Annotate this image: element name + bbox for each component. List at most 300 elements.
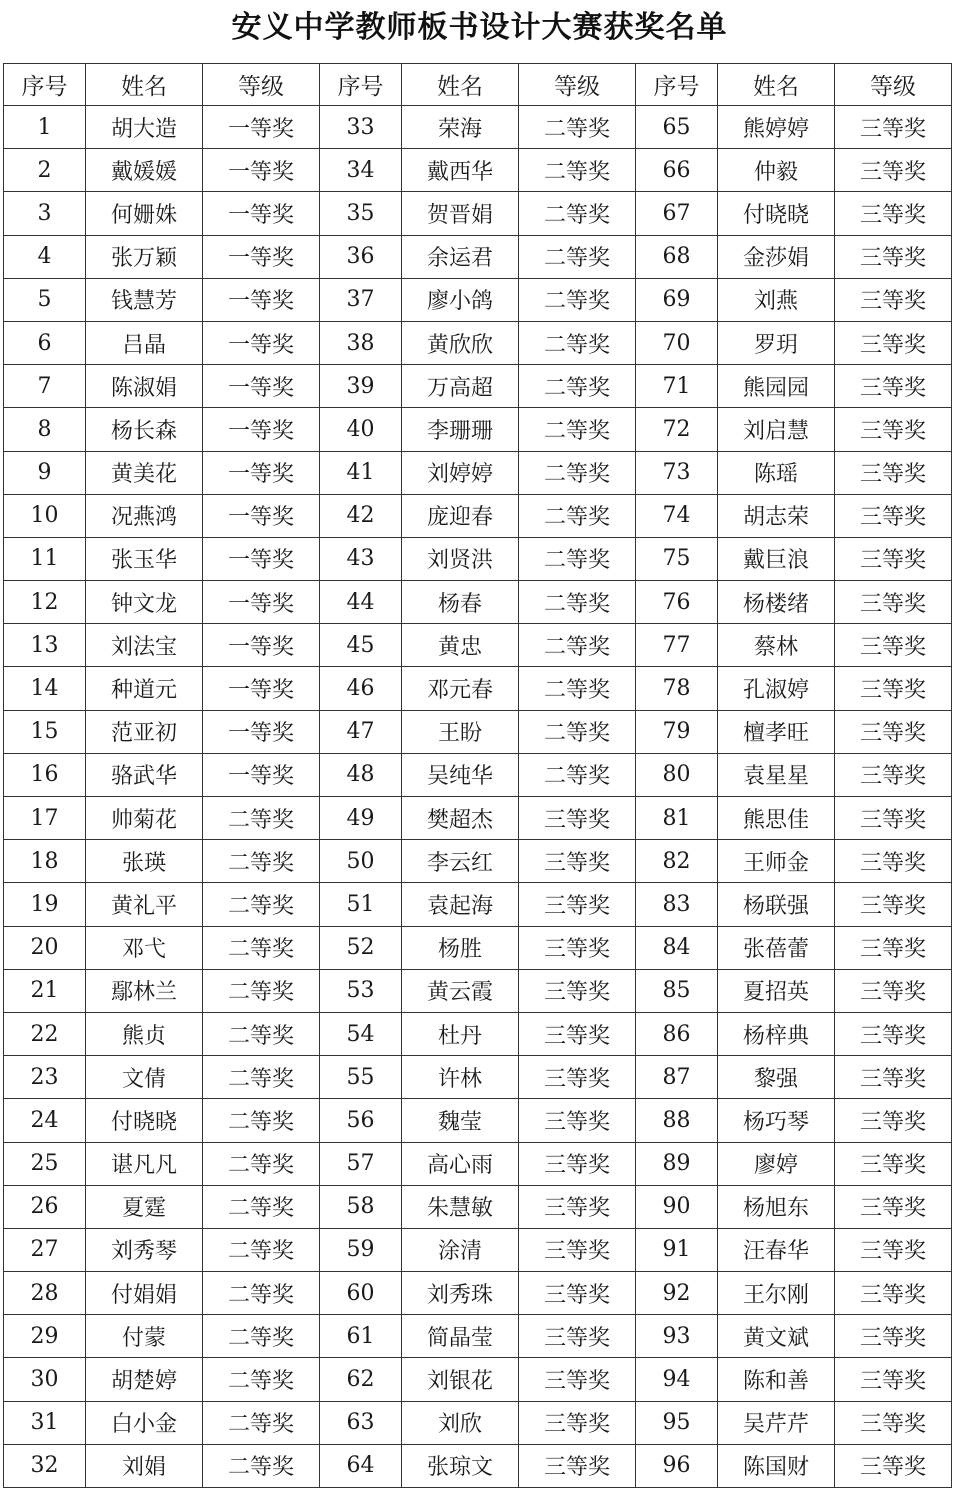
- teacher-name-cell: 钟文龙: [86, 581, 203, 624]
- table-row: [4, 494, 952, 537]
- award-grade-cell: 一等奖: [203, 451, 320, 494]
- table-row: [4, 581, 952, 624]
- table-row: [4, 321, 952, 364]
- teacher-name-cell: 杨胜: [402, 926, 519, 969]
- teacher-name-cell: 金莎娟: [718, 235, 835, 278]
- serial-number-cell: 43: [320, 537, 402, 580]
- award-grade-cell: 三等奖: [519, 1444, 636, 1487]
- table-row: [4, 1401, 952, 1444]
- teacher-name-cell: 刘娟: [86, 1444, 203, 1487]
- serial-number-cell: 21: [4, 969, 86, 1012]
- header-serial: 序号: [4, 64, 86, 106]
- teacher-name-cell: 杨巧琴: [718, 1099, 835, 1142]
- teacher-name-cell: 邓弋: [86, 926, 203, 969]
- serial-number-cell: 14: [4, 667, 86, 710]
- award-grade-cell: 三等奖: [835, 1401, 952, 1444]
- teacher-name-cell: 高心雨: [402, 1142, 519, 1185]
- header-grade: 等级: [835, 64, 952, 106]
- serial-number-cell: 90: [636, 1185, 718, 1228]
- serial-number-cell: 86: [636, 1012, 718, 1055]
- header-grade: 等级: [203, 64, 320, 106]
- teacher-name-cell: 杨长森: [86, 408, 203, 451]
- award-grade-cell: 二等奖: [203, 1099, 320, 1142]
- serial-number-cell: 2: [4, 149, 86, 192]
- teacher-name-cell: 胡志荣: [718, 494, 835, 537]
- serial-number-cell: 87: [636, 1056, 718, 1099]
- serial-number-cell: 42: [320, 494, 402, 537]
- serial-number-cell: 67: [636, 192, 718, 235]
- serial-number-cell: 10: [4, 494, 86, 537]
- teacher-name-cell: 戴西华: [402, 149, 519, 192]
- award-grade-cell: 一等奖: [203, 710, 320, 753]
- table-row: [4, 1228, 952, 1271]
- award-grade-cell: 一等奖: [203, 581, 320, 624]
- award-grade-cell: 三等奖: [519, 840, 636, 883]
- award-grade-cell: 三等奖: [519, 1401, 636, 1444]
- award-grade-cell: 三等奖: [835, 235, 952, 278]
- award-grade-cell: 二等奖: [519, 278, 636, 321]
- serial-number-cell: 39: [320, 365, 402, 408]
- serial-number-cell: 16: [4, 753, 86, 796]
- award-grade-cell: 三等奖: [835, 797, 952, 840]
- award-grade-cell: 三等奖: [519, 1185, 636, 1228]
- award-grade-cell: 二等奖: [203, 1142, 320, 1185]
- teacher-name-cell: 胡大造: [86, 106, 203, 149]
- teacher-name-cell: 刘婷婷: [402, 451, 519, 494]
- teacher-name-cell: 熊婷婷: [718, 106, 835, 149]
- teacher-name-cell: 许林: [402, 1056, 519, 1099]
- award-grade-cell: 二等奖: [519, 753, 636, 796]
- serial-number-cell: 20: [4, 926, 86, 969]
- serial-number-cell: 5: [4, 278, 86, 321]
- teacher-name-cell: 戴媛媛: [86, 149, 203, 192]
- table-row: [4, 667, 952, 710]
- teacher-name-cell: 余运君: [402, 235, 519, 278]
- serial-number-cell: 3: [4, 192, 86, 235]
- teacher-name-cell: 杨联强: [718, 883, 835, 926]
- award-grade-cell: 二等奖: [203, 1056, 320, 1099]
- teacher-name-cell: 付蒙: [86, 1315, 203, 1358]
- serial-number-cell: 95: [636, 1401, 718, 1444]
- award-grade-cell: 三等奖: [835, 365, 952, 408]
- award-grade-cell: 三等奖: [835, 883, 952, 926]
- teacher-name-cell: 罗玥: [718, 321, 835, 364]
- teacher-name-cell: 孔淑婷: [718, 667, 835, 710]
- award-grade-cell: 二等奖: [519, 106, 636, 149]
- table-body: [4, 106, 952, 1488]
- teacher-name-cell: 简晶莹: [402, 1315, 519, 1358]
- teacher-name-cell: 熊贞: [86, 1012, 203, 1055]
- teacher-name-cell: 陈国财: [718, 1444, 835, 1487]
- award-grade-cell: 二等奖: [519, 624, 636, 667]
- serial-number-cell: 82: [636, 840, 718, 883]
- award-grade-cell: 二等奖: [203, 926, 320, 969]
- award-grade-cell: 二等奖: [519, 365, 636, 408]
- header-grade: 等级: [519, 64, 636, 106]
- award-grade-cell: 三等奖: [835, 1444, 952, 1487]
- award-grade-cell: 二等奖: [519, 321, 636, 364]
- serial-number-cell: 18: [4, 840, 86, 883]
- teacher-name-cell: 李云红: [402, 840, 519, 883]
- serial-number-cell: 68: [636, 235, 718, 278]
- teacher-name-cell: 杨楼绪: [718, 581, 835, 624]
- serial-number-cell: 45: [320, 624, 402, 667]
- serial-number-cell: 58: [320, 1185, 402, 1228]
- teacher-name-cell: 黄礼平: [86, 883, 203, 926]
- serial-number-cell: 94: [636, 1358, 718, 1401]
- teacher-name-cell: 涂清: [402, 1228, 519, 1271]
- award-grade-cell: 二等奖: [203, 1272, 320, 1315]
- award-grade-cell: 二等奖: [203, 1401, 320, 1444]
- award-grade-cell: 三等奖: [835, 537, 952, 580]
- award-grade-cell: 二等奖: [519, 667, 636, 710]
- award-grade-cell: 二等奖: [203, 1185, 320, 1228]
- serial-number-cell: 62: [320, 1358, 402, 1401]
- teacher-name-cell: 张琼文: [402, 1444, 519, 1487]
- award-grade-cell: 一等奖: [203, 149, 320, 192]
- award-grade-cell: 三等奖: [519, 1228, 636, 1271]
- serial-number-cell: 26: [4, 1185, 86, 1228]
- serial-number-cell: 41: [320, 451, 402, 494]
- award-grade-cell: 二等奖: [203, 840, 320, 883]
- award-grade-cell: 二等奖: [519, 537, 636, 580]
- serial-number-cell: 78: [636, 667, 718, 710]
- award-grade-cell: 三等奖: [519, 1272, 636, 1315]
- teacher-name-cell: 付娟娟: [86, 1272, 203, 1315]
- serial-number-cell: 64: [320, 1444, 402, 1487]
- teacher-name-cell: 刘法宝: [86, 624, 203, 667]
- serial-number-cell: 33: [320, 106, 402, 149]
- award-grade-cell: 二等奖: [519, 581, 636, 624]
- serial-number-cell: 35: [320, 192, 402, 235]
- serial-number-cell: 63: [320, 1401, 402, 1444]
- teacher-name-cell: 王盼: [402, 710, 519, 753]
- serial-number-cell: 50: [320, 840, 402, 883]
- teacher-name-cell: 朱慧敏: [402, 1185, 519, 1228]
- serial-number-cell: 69: [636, 278, 718, 321]
- table-row: [4, 1056, 952, 1099]
- teacher-name-cell: 范亚初: [86, 710, 203, 753]
- serial-number-cell: 19: [4, 883, 86, 926]
- serial-number-cell: 23: [4, 1056, 86, 1099]
- table-row: [4, 753, 952, 796]
- serial-number-cell: 81: [636, 797, 718, 840]
- award-grade-cell: 三等奖: [835, 710, 952, 753]
- teacher-name-cell: 万高超: [402, 365, 519, 408]
- award-grade-cell: 二等奖: [203, 1228, 320, 1271]
- table-row: [4, 969, 952, 1012]
- teacher-name-cell: 黄云霞: [402, 969, 519, 1012]
- serial-number-cell: 25: [4, 1142, 86, 1185]
- serial-number-cell: 22: [4, 1012, 86, 1055]
- header-serial: 序号: [320, 64, 402, 106]
- award-grade-cell: 一等奖: [203, 537, 320, 580]
- serial-number-cell: 34: [320, 149, 402, 192]
- table-row: [4, 1315, 952, 1358]
- award-grade-cell: 三等奖: [519, 1099, 636, 1142]
- teacher-name-cell: 檀孝旺: [718, 710, 835, 753]
- table-row: [4, 1142, 952, 1185]
- serial-number-cell: 48: [320, 753, 402, 796]
- serial-number-cell: 84: [636, 926, 718, 969]
- serial-number-cell: 28: [4, 1272, 86, 1315]
- header-name: 姓名: [86, 64, 203, 106]
- serial-number-cell: 75: [636, 537, 718, 580]
- serial-number-cell: 40: [320, 408, 402, 451]
- teacher-name-cell: 杜丹: [402, 1012, 519, 1055]
- teacher-name-cell: 刘燕: [718, 278, 835, 321]
- header-row: [4, 64, 952, 106]
- serial-number-cell: 71: [636, 365, 718, 408]
- teacher-name-cell: 荣海: [402, 106, 519, 149]
- award-grade-cell: 二等奖: [519, 408, 636, 451]
- teacher-name-cell: 王师金: [718, 840, 835, 883]
- serial-number-cell: 44: [320, 581, 402, 624]
- table-row: [4, 1444, 952, 1487]
- serial-number-cell: 89: [636, 1142, 718, 1185]
- teacher-name-cell: 胡楚婷: [86, 1358, 203, 1401]
- serial-number-cell: 53: [320, 969, 402, 1012]
- serial-number-cell: 93: [636, 1315, 718, 1358]
- teacher-name-cell: 白小金: [86, 1401, 203, 1444]
- serial-number-cell: 65: [636, 106, 718, 149]
- serial-number-cell: 76: [636, 581, 718, 624]
- page-title: 安义中学教师板书设计大赛获奖名单: [231, 10, 728, 45]
- teacher-name-cell: 杨春: [402, 581, 519, 624]
- table-row: [4, 149, 952, 192]
- serial-number-cell: 54: [320, 1012, 402, 1055]
- award-grade-cell: 三等奖: [835, 1099, 952, 1142]
- serial-number-cell: 31: [4, 1401, 86, 1444]
- award-grade-cell: 三等奖: [835, 192, 952, 235]
- serial-number-cell: 52: [320, 926, 402, 969]
- award-grade-cell: 三等奖: [835, 278, 952, 321]
- serial-number-cell: 56: [320, 1099, 402, 1142]
- serial-number-cell: 30: [4, 1358, 86, 1401]
- serial-number-cell: 79: [636, 710, 718, 753]
- award-grade-cell: 二等奖: [203, 1358, 320, 1401]
- award-grade-cell: 三等奖: [835, 969, 952, 1012]
- award-grade-cell: 三等奖: [835, 1228, 952, 1271]
- award-grade-cell: 二等奖: [519, 149, 636, 192]
- teacher-name-cell: 况燕鸿: [86, 494, 203, 537]
- award-grade-cell: 三等奖: [835, 840, 952, 883]
- table-row: [4, 192, 952, 235]
- award-grade-cell: 三等奖: [519, 797, 636, 840]
- award-grade-cell: 三等奖: [835, 1012, 952, 1055]
- award-grade-cell: 二等奖: [519, 235, 636, 278]
- award-grade-cell: 三等奖: [835, 1056, 952, 1099]
- teacher-name-cell: 鄢林兰: [86, 969, 203, 1012]
- table-row: [4, 1272, 952, 1315]
- serial-number-cell: 60: [320, 1272, 402, 1315]
- teacher-name-cell: 付晓晓: [86, 1099, 203, 1142]
- teacher-name-cell: 张玉华: [86, 537, 203, 580]
- award-grade-cell: 一等奖: [203, 408, 320, 451]
- teacher-name-cell: 夏霆: [86, 1185, 203, 1228]
- serial-number-cell: 73: [636, 451, 718, 494]
- teacher-name-cell: 付晓晓: [718, 192, 835, 235]
- award-grade-cell: 二等奖: [519, 710, 636, 753]
- award-grade-cell: 二等奖: [203, 883, 320, 926]
- table-row: [4, 624, 952, 667]
- table-row: [4, 840, 952, 883]
- teacher-name-cell: 刘银花: [402, 1358, 519, 1401]
- table-row: [4, 235, 952, 278]
- table-row: [4, 537, 952, 580]
- teacher-name-cell: 李珊珊: [402, 408, 519, 451]
- serial-number-cell: 38: [320, 321, 402, 364]
- serial-number-cell: 9: [4, 451, 86, 494]
- serial-number-cell: 55: [320, 1056, 402, 1099]
- serial-number-cell: 70: [636, 321, 718, 364]
- teacher-name-cell: 陈淑娟: [86, 365, 203, 408]
- award-grade-cell: 三等奖: [835, 149, 952, 192]
- teacher-name-cell: 杨旭东: [718, 1185, 835, 1228]
- table-row: [4, 365, 952, 408]
- serial-number-cell: 46: [320, 667, 402, 710]
- table-row: [4, 883, 952, 926]
- award-grade-cell: 三等奖: [835, 1142, 952, 1185]
- award-grade-cell: 一等奖: [203, 321, 320, 364]
- award-grade-cell: 一等奖: [203, 192, 320, 235]
- serial-number-cell: 8: [4, 408, 86, 451]
- teacher-name-cell: 刘秀琴: [86, 1228, 203, 1271]
- serial-number-cell: 32: [4, 1444, 86, 1487]
- table-row: [4, 408, 952, 451]
- table-row: [4, 106, 952, 149]
- award-grade-cell: 二等奖: [203, 1444, 320, 1487]
- teacher-name-cell: 张瑛: [86, 840, 203, 883]
- award-grade-cell: 一等奖: [203, 494, 320, 537]
- award-grade-cell: 三等奖: [835, 1185, 952, 1228]
- teacher-name-cell: 刘欣: [402, 1401, 519, 1444]
- award-grade-cell: 三等奖: [519, 883, 636, 926]
- serial-number-cell: 80: [636, 753, 718, 796]
- award-grade-cell: 一等奖: [203, 624, 320, 667]
- teacher-name-cell: 种道元: [86, 667, 203, 710]
- serial-number-cell: 7: [4, 365, 86, 408]
- table-row: [4, 1358, 952, 1401]
- serial-number-cell: 96: [636, 1444, 718, 1487]
- header-serial: 序号: [636, 64, 718, 106]
- teacher-name-cell: 廖婷: [718, 1142, 835, 1185]
- serial-number-cell: 59: [320, 1228, 402, 1271]
- award-grade-cell: 二等奖: [203, 1012, 320, 1055]
- serial-number-cell: 92: [636, 1272, 718, 1315]
- award-grade-cell: 三等奖: [835, 451, 952, 494]
- serial-number-cell: 11: [4, 537, 86, 580]
- serial-number-cell: 6: [4, 321, 86, 364]
- teacher-name-cell: 陈和善: [718, 1358, 835, 1401]
- award-grade-cell: 三等奖: [519, 1142, 636, 1185]
- award-grade-cell: 一等奖: [203, 667, 320, 710]
- teacher-name-cell: 魏莹: [402, 1099, 519, 1142]
- teacher-name-cell: 庞迎春: [402, 494, 519, 537]
- award-grade-cell: 三等奖: [835, 494, 952, 537]
- award-grade-cell: 一等奖: [203, 278, 320, 321]
- award-grade-cell: 三等奖: [835, 1272, 952, 1315]
- award-grade-cell: 二等奖: [203, 1315, 320, 1358]
- table-row: [4, 926, 952, 969]
- serial-number-cell: 88: [636, 1099, 718, 1142]
- teacher-name-cell: 文倩: [86, 1056, 203, 1099]
- award-grade-cell: 一等奖: [203, 106, 320, 149]
- serial-number-cell: 83: [636, 883, 718, 926]
- award-grade-cell: 三等奖: [835, 1315, 952, 1358]
- teacher-name-cell: 仲毅: [718, 149, 835, 192]
- award-grade-cell: 三等奖: [519, 1315, 636, 1358]
- teacher-name-cell: 吴纯华: [402, 753, 519, 796]
- serial-number-cell: 85: [636, 969, 718, 1012]
- award-grade-cell: 一等奖: [203, 365, 320, 408]
- award-grade-cell: 三等奖: [835, 667, 952, 710]
- award-grade-cell: 二等奖: [203, 969, 320, 1012]
- teacher-name-cell: 黄文斌: [718, 1315, 835, 1358]
- serial-number-cell: 91: [636, 1228, 718, 1271]
- teacher-name-cell: 刘启慧: [718, 408, 835, 451]
- serial-number-cell: 61: [320, 1315, 402, 1358]
- teacher-name-cell: 袁起海: [402, 883, 519, 926]
- teacher-name-cell: 何姗姝: [86, 192, 203, 235]
- award-grade-cell: 三等奖: [519, 1012, 636, 1055]
- serial-number-cell: 66: [636, 149, 718, 192]
- teacher-name-cell: 吴芹芹: [718, 1401, 835, 1444]
- header-name: 姓名: [402, 64, 519, 106]
- teacher-name-cell: 张蓓蕾: [718, 926, 835, 969]
- table-row: [4, 710, 952, 753]
- teacher-name-cell: 廖小鸽: [402, 278, 519, 321]
- teacher-name-cell: 熊园园: [718, 365, 835, 408]
- award-grade-cell: 一等奖: [203, 753, 320, 796]
- serial-number-cell: 24: [4, 1099, 86, 1142]
- serial-number-cell: 37: [320, 278, 402, 321]
- award-grade-cell: 三等奖: [519, 969, 636, 1012]
- teacher-name-cell: 贺晋娟: [402, 192, 519, 235]
- serial-number-cell: 15: [4, 710, 86, 753]
- serial-number-cell: 29: [4, 1315, 86, 1358]
- table-row: [4, 1185, 952, 1228]
- award-grade-cell: 一等奖: [203, 235, 320, 278]
- award-grade-cell: 三等奖: [835, 581, 952, 624]
- teacher-name-cell: 黄忠: [402, 624, 519, 667]
- award-grade-cell: 二等奖: [519, 451, 636, 494]
- award-grade-cell: 三等奖: [835, 408, 952, 451]
- teacher-name-cell: 袁星星: [718, 753, 835, 796]
- teacher-name-cell: 刘秀珠: [402, 1272, 519, 1315]
- serial-number-cell: 13: [4, 624, 86, 667]
- teacher-name-cell: 夏招英: [718, 969, 835, 1012]
- teacher-name-cell: 刘贤洪: [402, 537, 519, 580]
- award-grade-cell: 二等奖: [203, 797, 320, 840]
- teacher-name-cell: 吕晶: [86, 321, 203, 364]
- serial-number-cell: 51: [320, 883, 402, 926]
- serial-number-cell: 77: [636, 624, 718, 667]
- award-grade-cell: 三等奖: [835, 624, 952, 667]
- awards-table: [3, 63, 952, 1488]
- serial-number-cell: 12: [4, 581, 86, 624]
- table-row: [4, 797, 952, 840]
- award-grade-cell: 三等奖: [519, 1358, 636, 1401]
- teacher-name-cell: 樊超杰: [402, 797, 519, 840]
- header-name: 姓名: [718, 64, 835, 106]
- table-row: [4, 1012, 952, 1055]
- teacher-name-cell: 汪春华: [718, 1228, 835, 1271]
- teacher-name-cell: 王尔刚: [718, 1272, 835, 1315]
- serial-number-cell: 27: [4, 1228, 86, 1271]
- teacher-name-cell: 熊思佳: [718, 797, 835, 840]
- teacher-name-cell: 帅菊花: [86, 797, 203, 840]
